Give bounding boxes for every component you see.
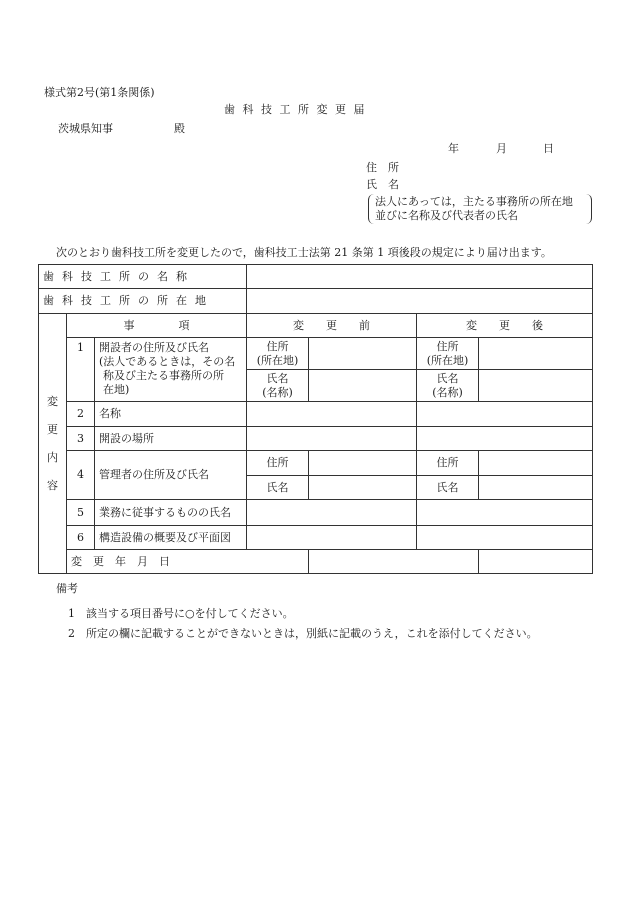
- before-address-label: 住所: [247, 451, 309, 476]
- row-item-line: 在地): [103, 383, 130, 396]
- page-title: 歯 科 技 工 所 変 更 届: [224, 103, 367, 116]
- before-field[interactable]: [247, 500, 417, 526]
- change-contents-section: [39, 314, 67, 574]
- lab-location-field[interactable]: [247, 289, 593, 314]
- after-address-field[interactable]: [479, 338, 593, 370]
- before-field[interactable]: [247, 427, 417, 451]
- row-number: 6: [67, 526, 95, 550]
- after-address-label: 住所: [417, 451, 479, 476]
- section-char: 容: [47, 478, 58, 492]
- sub-label: 氏名: [436, 371, 459, 385]
- section-char: 変: [47, 394, 58, 408]
- row-number: 1: [67, 338, 95, 402]
- after-name-field[interactable]: [479, 370, 593, 402]
- remarks-item: 2 所定の欄に記載することができないときは，別紙に記載のうえ，これを添付してください。: [68, 627, 538, 640]
- before-field[interactable]: [247, 402, 417, 427]
- before-address-field[interactable]: [309, 338, 417, 370]
- after-field[interactable]: [417, 427, 593, 451]
- sub-label: (名称): [262, 385, 293, 399]
- row-item: 構造設備の概要及び平面図: [95, 526, 247, 550]
- addressee: 茨城県知事: [58, 122, 113, 135]
- row-item: 開設の場所: [95, 427, 247, 451]
- after-field[interactable]: [417, 526, 593, 550]
- date-month: 月: [496, 142, 507, 155]
- section-char: 内: [47, 450, 58, 464]
- after-name-field[interactable]: [479, 476, 593, 500]
- remarks-item: 1 該当する項目番号に○を付してください。: [68, 607, 294, 620]
- corporation-note-line2: 並びに名称及び代表者の氏名: [375, 209, 518, 222]
- row-item-line: (法人であるときは，その名: [99, 355, 236, 368]
- before-field[interactable]: [247, 526, 417, 550]
- row-item: 業務に従事するものの氏名: [95, 500, 247, 526]
- date-day: 日: [543, 142, 554, 155]
- change-form-table: [38, 264, 593, 574]
- sub-label: (所在地): [426, 353, 469, 367]
- row-number: 3: [67, 427, 95, 451]
- row-number: 4: [67, 451, 95, 500]
- sub-label: 氏名: [266, 371, 289, 385]
- remarks: [56, 582, 538, 644]
- honorific: 殿: [174, 122, 185, 135]
- row-item: [95, 338, 247, 402]
- row-item-line: 称及び主たる事務所の所: [103, 369, 224, 382]
- lab-location-label: 歯科技工所の所在地: [39, 289, 247, 314]
- row-item: 名称: [95, 402, 247, 427]
- change-date-before[interactable]: [309, 550, 479, 574]
- after-address-label: [417, 338, 479, 370]
- lab-name-field[interactable]: [247, 265, 593, 289]
- section-char: 更: [47, 422, 58, 436]
- date-year: 年: [448, 142, 459, 155]
- after-name-label: 氏名: [417, 476, 479, 500]
- before-address-label: [247, 338, 309, 370]
- row-item: 管理者の住所及び氏名: [95, 451, 247, 500]
- corporation-note-line1: 法人にあっては，主たる事務所の所在地: [375, 195, 573, 208]
- after-address-field[interactable]: [479, 451, 593, 476]
- remarks-heading: 備考: [56, 582, 78, 595]
- before-name-label: [247, 370, 309, 402]
- after-field[interactable]: [417, 402, 593, 427]
- before-name-field[interactable]: [309, 370, 417, 402]
- address-label: 住 所: [366, 161, 399, 174]
- sub-label: 住所: [266, 339, 289, 353]
- row-number: 2: [67, 402, 95, 427]
- col-header-item: 事 項: [67, 314, 247, 338]
- after-field[interactable]: [417, 500, 593, 526]
- sub-label: (名称): [432, 385, 463, 399]
- change-date-label: 変 更 年 月 日: [67, 550, 309, 574]
- row-number: 5: [67, 500, 95, 526]
- sub-label: (所在地): [256, 353, 299, 367]
- col-header-before: 変 更 前: [247, 314, 417, 338]
- before-name-label: 氏名: [247, 476, 309, 500]
- after-name-label: [417, 370, 479, 402]
- change-date-after[interactable]: [479, 550, 593, 574]
- before-name-field[interactable]: [309, 476, 417, 500]
- before-address-field[interactable]: [309, 451, 417, 476]
- form-number: 様式第2号(第1条関係): [44, 86, 155, 99]
- statement: 次のとおり歯科技工所を変更したので，歯科技工士法第 21 条第 1 項後段の規定により届け出ます。: [56, 246, 552, 259]
- col-header-after: 変 更 後: [417, 314, 593, 338]
- sub-label: 住所: [436, 339, 459, 353]
- lab-name-label: 歯科技工所の名称: [39, 265, 247, 289]
- row-item-line: 開設者の住所及び氏名: [99, 341, 209, 354]
- name-label: 氏 名: [366, 178, 399, 191]
- corporation-note: [368, 194, 592, 224]
